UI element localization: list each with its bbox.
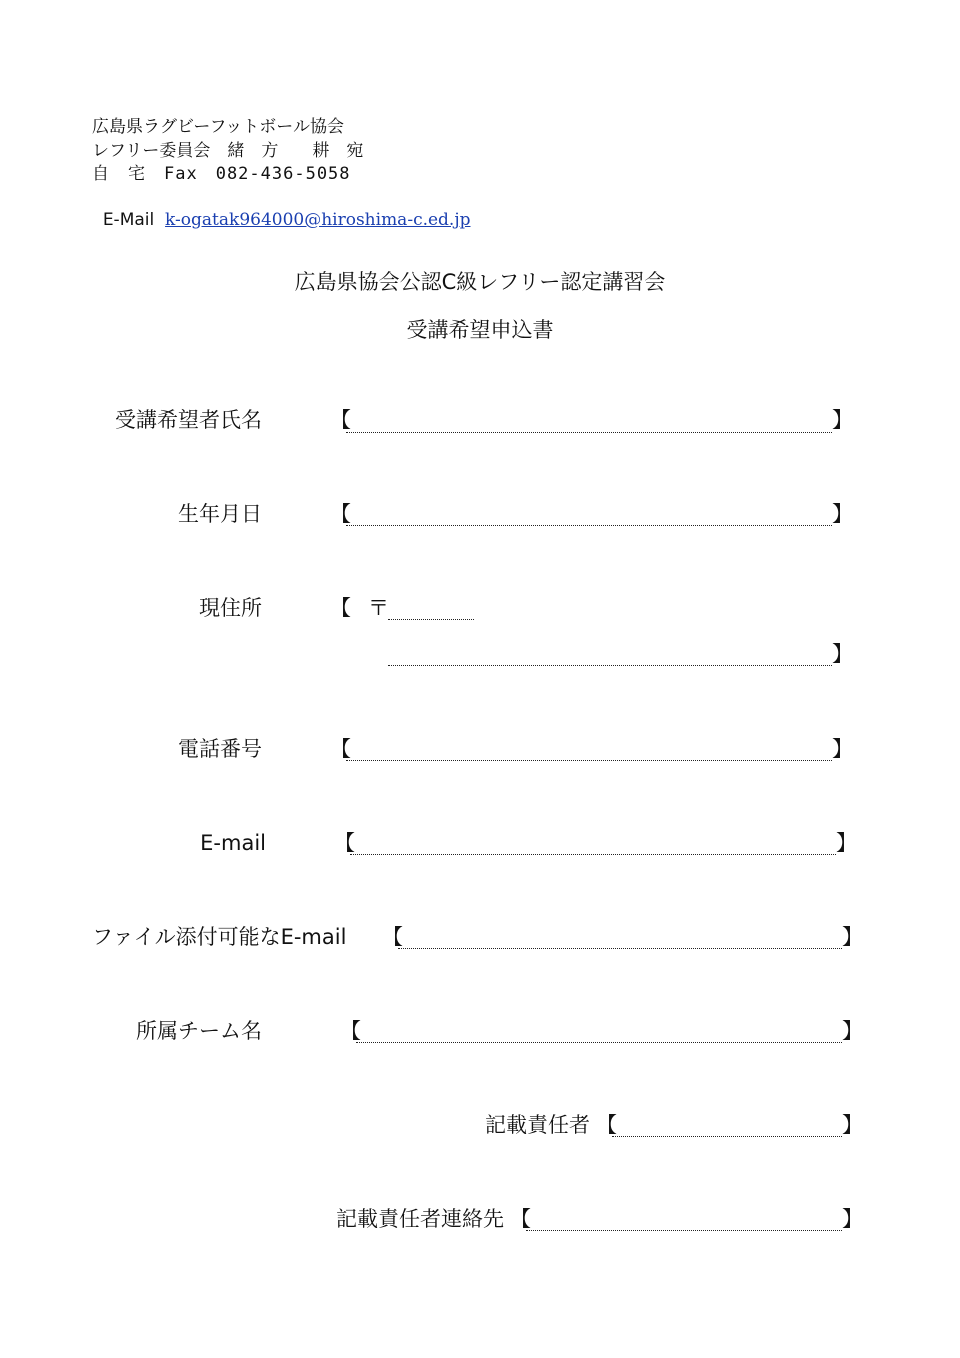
bracket-close: 】 bbox=[832, 502, 853, 526]
address-input-line[interactable] bbox=[388, 665, 832, 666]
team-input-line[interactable] bbox=[356, 1042, 842, 1043]
field-label-address: 現住所 bbox=[199, 596, 262, 620]
bracket-open: 【 bbox=[510, 1207, 531, 1231]
bracket-close: 】 bbox=[842, 925, 863, 949]
bracket-close: 】 bbox=[842, 1207, 863, 1231]
bracket-close: 】 bbox=[832, 408, 853, 432]
organization-name: 広島県ラグビーフットボール協会 bbox=[92, 117, 344, 137]
bracket-open: 【 bbox=[340, 1019, 361, 1043]
attach-email-input-line[interactable] bbox=[398, 948, 842, 949]
email-input-line[interactable] bbox=[350, 854, 836, 855]
bracket-open: 【 bbox=[330, 596, 351, 620]
responsible-contact-input-line[interactable] bbox=[526, 1230, 842, 1231]
field-label-email: E-mail bbox=[200, 831, 266, 855]
bracket-open: 【 bbox=[596, 1113, 617, 1137]
bracket-open: 【 bbox=[382, 925, 403, 949]
field-label-name: 受講希望者氏名 bbox=[115, 408, 262, 432]
bracket-close: 】 bbox=[832, 642, 853, 666]
bracket-close: 】 bbox=[842, 1019, 863, 1043]
committee-recipient: レフリー委員会 緒 方 耕 宛 bbox=[92, 141, 364, 161]
email-line bbox=[92, 187, 471, 231]
responsible-input-line[interactable] bbox=[612, 1136, 842, 1137]
bracket-open: 【 bbox=[330, 502, 351, 526]
field-label-responsible: 記載責任者 bbox=[485, 1113, 590, 1137]
bracket-open: 【 bbox=[330, 737, 351, 761]
email-label: E-Mail bbox=[102, 210, 155, 230]
bracket-open: 【 bbox=[334, 831, 355, 855]
field-label-phone: 電話番号 bbox=[178, 737, 262, 761]
bracket-close: 】 bbox=[836, 831, 857, 855]
email-link[interactable]: k-ogatak964000@hiroshima-c.ed.jp bbox=[165, 210, 471, 230]
form-subtitle: 受講希望申込書 bbox=[406, 318, 554, 342]
postal-code-input-line[interactable] bbox=[388, 619, 474, 620]
field-label-attach-email: ファイル添付可能なE-mail bbox=[92, 925, 347, 949]
birthdate-input-line[interactable] bbox=[346, 525, 832, 526]
bracket-open: 【 bbox=[330, 408, 351, 432]
field-label-team: 所属チーム名 bbox=[136, 1019, 262, 1043]
bracket-close: 】 bbox=[832, 737, 853, 761]
name-input-line[interactable] bbox=[346, 432, 832, 433]
form-title: 広島県協会公認C級レフリー認定講習会 bbox=[294, 270, 666, 294]
bracket-close: 】 bbox=[842, 1113, 863, 1137]
postal-mark: 〒 bbox=[368, 596, 389, 620]
field-label-birthdate: 生年月日 bbox=[178, 502, 262, 526]
field-label-responsible-contact: 記載責任者連絡先 bbox=[336, 1207, 504, 1231]
fax-number: 自 宅 Fax 082-436-5058 bbox=[92, 164, 351, 184]
phone-input-line[interactable] bbox=[346, 760, 832, 761]
